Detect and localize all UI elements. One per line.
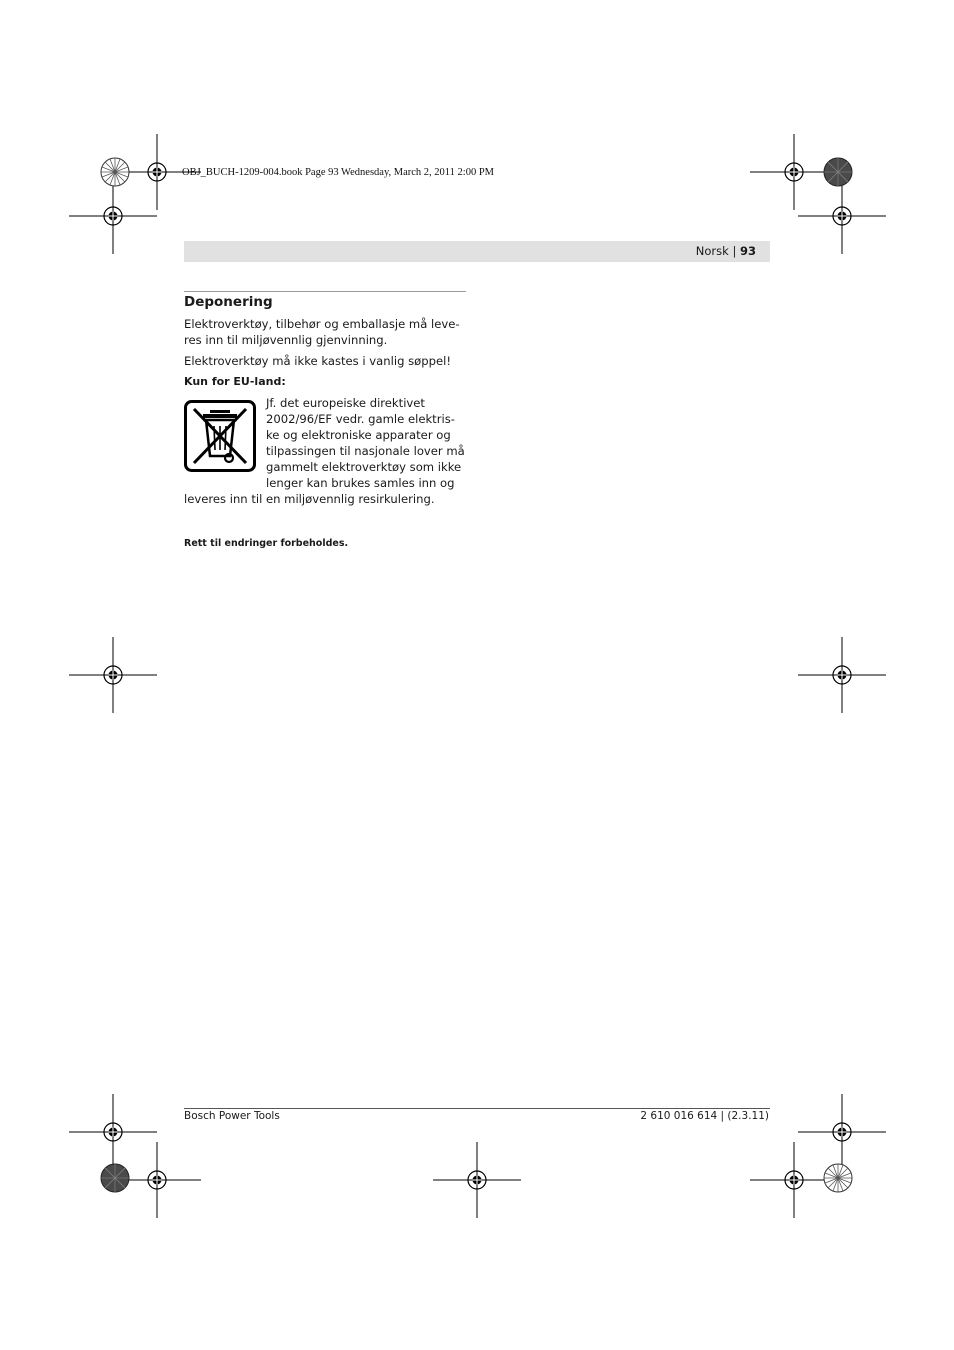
footer-doc-number: 2 610 016 614 | (2.3.11): [640, 1110, 769, 1122]
footer-rule: [184, 1108, 770, 1109]
weee-directive-last-line: leveres inn til en miljøvennlig resirkulering.: [184, 492, 435, 506]
header-separator: |: [728, 244, 740, 258]
header-label: [696, 244, 756, 258]
disposal-paragraph: [184, 316, 460, 348]
text-line: 2002/96/EF vedr. gamle elektris-: [266, 412, 455, 426]
footer-brand: Bosch Power Tools: [184, 1110, 280, 1122]
section-title: Deponering: [184, 294, 273, 310]
weee-directive-paragraph: [266, 395, 465, 491]
page-number: 93: [739, 244, 756, 258]
text-line: ke og elektroniske apparater og: [266, 428, 451, 442]
header-language: Norsk: [695, 244, 729, 258]
text-line: res inn til miljøvennlig gjenvinning.: [184, 333, 388, 347]
no-household-waste-paragraph: Elektroverktøy må ikke kastes i vanlig søppel!: [184, 354, 451, 368]
text-line: Elektroverktøy, tilbehør og emballasje må leve-: [184, 317, 460, 331]
page-header: [184, 241, 770, 262]
text-line: tilpassingen til nasjonale lover må: [266, 444, 465, 458]
text-line: lenger kan brukes samles inn og: [266, 476, 455, 490]
text-line: gammelt elektroverktøy som ikke: [266, 460, 462, 474]
section-rule: [184, 291, 466, 292]
eu-heading: Kun for EU-land:: [184, 375, 286, 388]
text-line: Jf. det europeiske direktivet: [266, 396, 425, 410]
crossed-out-wheelie-bin-icon: [184, 400, 256, 472]
print-job-info: OBJ_BUCH-1209-004.book Page 93 Wednesday, March 2, 2011 2:00 PM: [182, 167, 494, 178]
rights-note: Rett til endringer forbeholdes.: [184, 538, 349, 549]
